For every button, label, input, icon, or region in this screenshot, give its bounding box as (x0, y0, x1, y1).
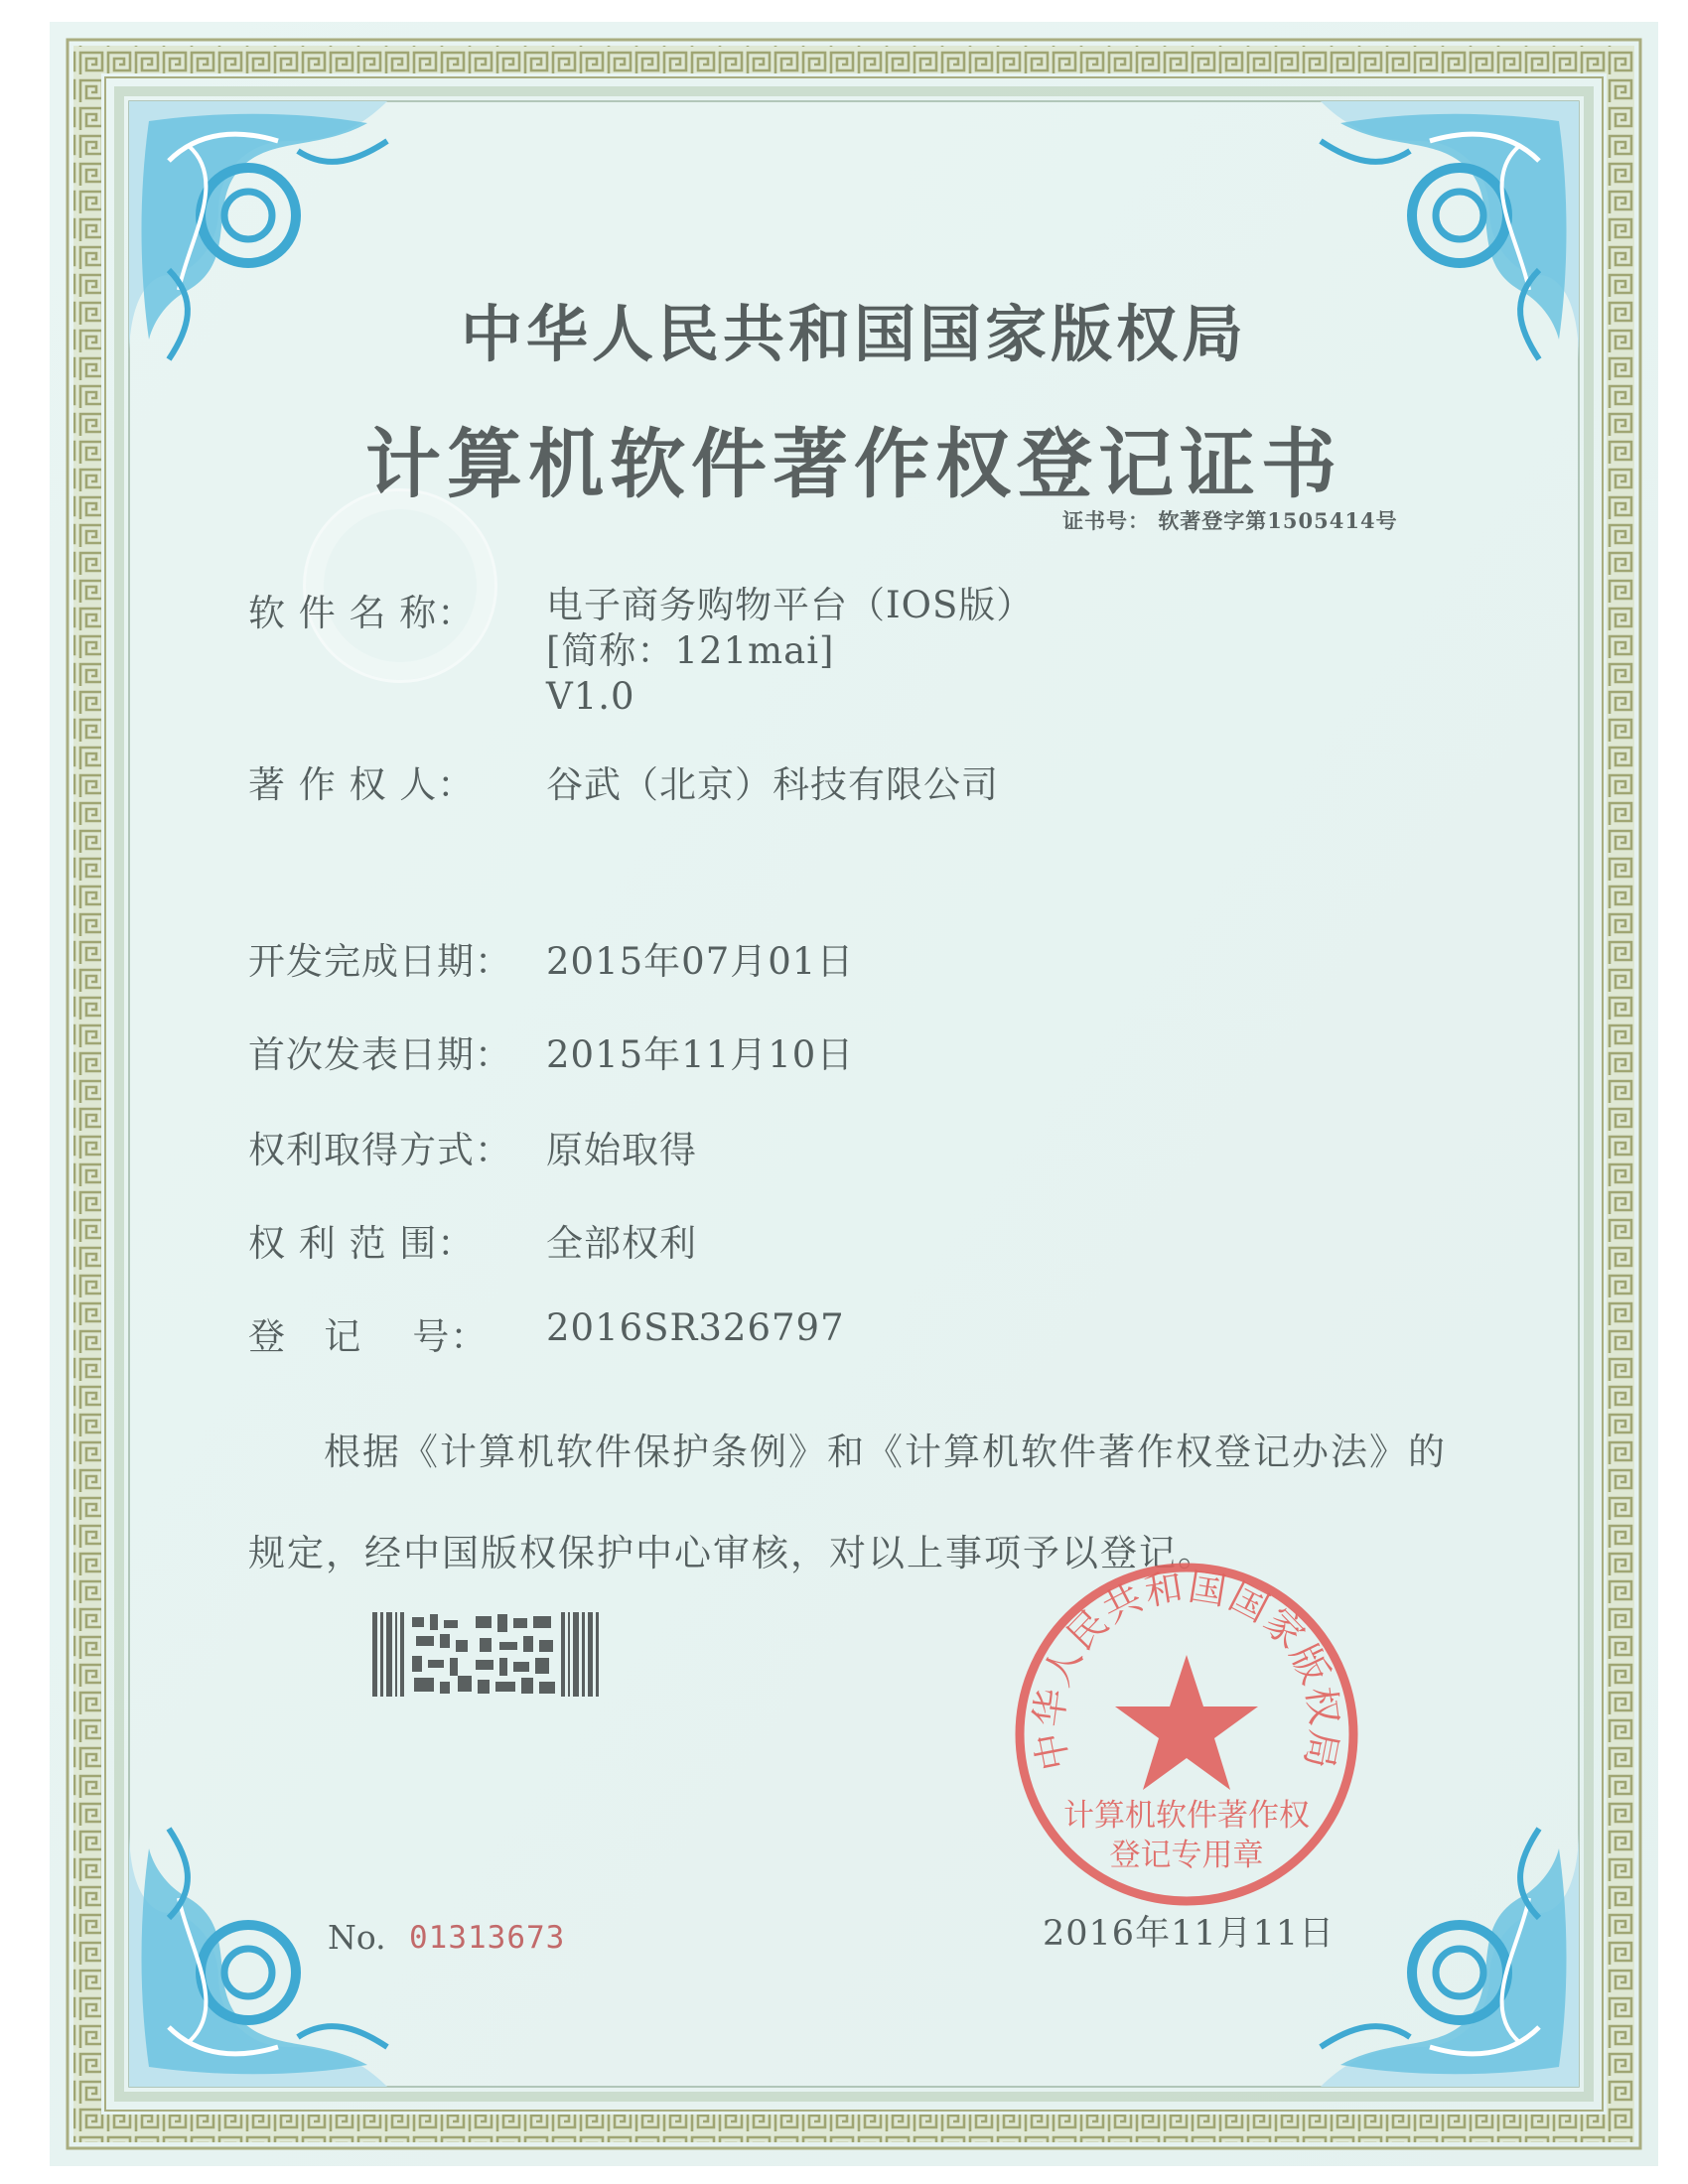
statement-line-1: 根据《计算机软件保护条例》和《计算机软件著作权登记办法》的 (324, 1431, 1447, 1473)
seal-outer-text: 中华人民共和国国家版权局 (1026, 1564, 1347, 1775)
field-registration-number (248, 1306, 845, 1360)
certificate-title: 计算机软件著作权登记证书 (365, 420, 1342, 508)
field-value: 2016SR326797 (546, 1306, 845, 1349)
field-label: 权 利 范 围： (248, 1222, 476, 1265)
certificate-content (50, 22, 1658, 2166)
software-name-line: 电子商务购物平台（IOS版） (546, 584, 1035, 626)
field-value: 2015年11月10日 (546, 1033, 855, 1076)
field-label: 登 记 号： (248, 1315, 489, 1358)
software-short-name-line: [简称：121mai] (546, 629, 835, 672)
field-value: 2015年07月01日 (546, 940, 855, 983)
field-acquisition-method (248, 1120, 697, 1173)
statement-line-2: 规定，经中国版权保护中心审核，对以上事项予以登记。 (248, 1532, 1216, 1574)
field-label: 著 作 权 人： (248, 763, 476, 806)
field-value (546, 583, 1034, 720)
certificate-number-value: 软著登字第1505414号 (1158, 508, 1398, 533)
serial-label: No. (328, 1918, 386, 1957)
field-value: 原始取得 (546, 1129, 697, 1171)
software-version-line: V1.0 (546, 675, 635, 718)
field-rights-scope (248, 1213, 697, 1267)
field-value: 谷武（北京）科技有限公司 (546, 763, 999, 806)
field-development-date (248, 931, 854, 985)
field-value: 全部权利 (546, 1222, 697, 1265)
field-label: 首次发表日期： (248, 1033, 512, 1076)
serial-number: 01313673 (409, 1920, 566, 1956)
seal-inner-line-1: 计算机软件著作权 (1063, 1798, 1310, 1834)
field-first-publication-date (248, 1024, 854, 1078)
barcode-icon (372, 1612, 601, 1697)
field-label: 权利取得方式： (248, 1129, 512, 1171)
field-software-name (248, 583, 1034, 720)
certificate-number (1062, 505, 1398, 535)
official-seal (1008, 1556, 1365, 1913)
field-label: 开发完成日期： (248, 940, 512, 983)
field-copyright-owner (248, 754, 999, 808)
seal-inner-line-2: 登记专用章 (1109, 1838, 1264, 1873)
certificate-number-label: 证书号： (1062, 508, 1150, 533)
field-label: 软 件 名 称： (248, 592, 476, 634)
issuer-title: 中华人民共和国国家版权局 (460, 298, 1247, 370)
certificate-paper (50, 22, 1658, 2166)
seal-star-icon (1115, 1655, 1258, 1790)
issue-date: 2016年11月11日 (1043, 1914, 1336, 1954)
